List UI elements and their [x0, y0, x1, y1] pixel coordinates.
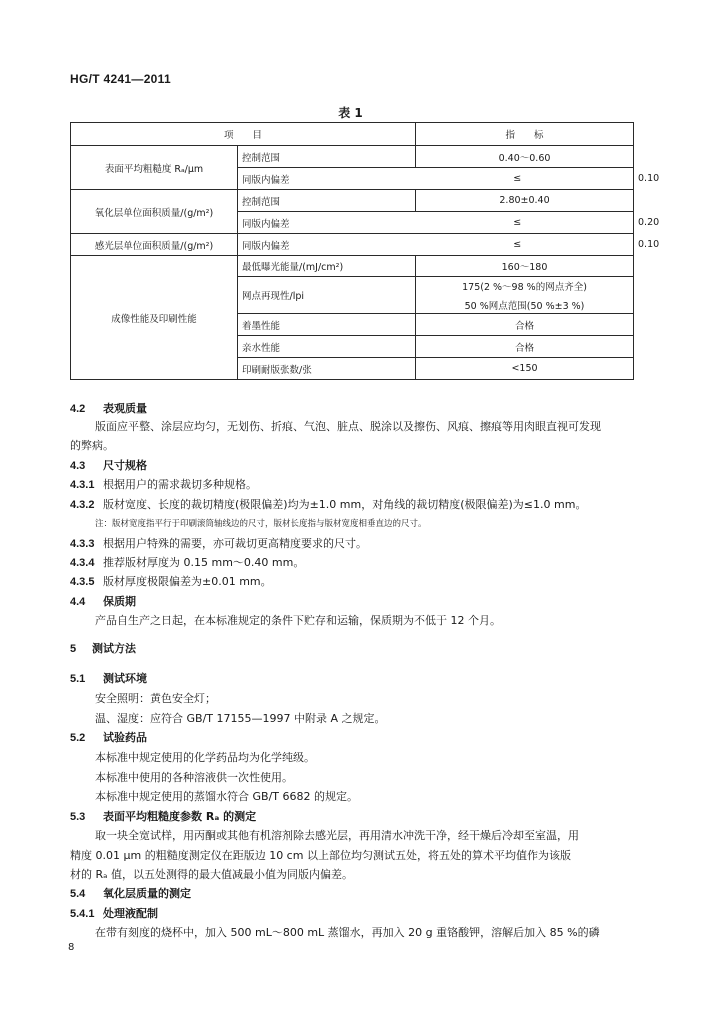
header-item: 项 目	[71, 123, 416, 146]
min-exposure-value: 160～180	[416, 256, 634, 277]
heading-4-2: 4.2 表观质量	[70, 402, 147, 415]
para-4-2-line-2: 的弊病。	[70, 439, 114, 452]
spec-table: 项 目 指 标 表面平均粗糙度 Rₐ/μm 控制范围 0.40～0.60 同版内偏差 ≤ 0.10 氧化层单位面积质量/(g/m²) 控制范围 2.80±0.40 同版内偏差 ≤ 0.20 感光层单位面积质量/(g/m²) 同版内偏差 ≤ 0.10 成像性能及印刷性能 最低曝光能量/(mJ/cm²) 160～180 网点再现性/lpi 175(2 %～98 %的网点齐全) 50 %网点范围(50 %±3 %) 着墨性能 合格 亲水性能 合格 印刷耐版张数/张 <150	[70, 122, 634, 380]
roughness-dev-label: 同版内偏差	[238, 168, 402, 190]
header-index: 指 标	[416, 123, 634, 146]
ink-value: 合格	[416, 314, 634, 336]
ink-label: 着墨性能	[238, 314, 416, 336]
clause-4-3-1: 4.3.1 根据用户的需求裁切多种规格。	[70, 478, 257, 491]
para-4-4: 产品自生产之日起，在本标准规定的条件下贮存和运输，保质期为不低于 12 个月。	[95, 614, 501, 627]
para-5-3-line-3: 材的 Rₐ 值，以五处测得的最大值减最小值为同版内偏差。	[70, 868, 353, 881]
para-5-1-line-1: 安全照明：黄色安全灯；	[95, 692, 216, 705]
para-5-2-line-3: 本标准中规定使用的蒸馏水符合 GB/T 6682 的规定。	[95, 790, 358, 803]
clause-4-3-4: 4.3.4 推荐版材厚度为 0.15 mm～0.40 mm。	[70, 556, 305, 569]
heading-4-3: 4.3 尺寸规格	[70, 459, 147, 472]
standard-code: HG/T 4241—2011	[70, 72, 171, 86]
heading-5-4: 5.4 氧化层质量的测定	[70, 887, 191, 900]
oxide-control-label: 控制范围	[238, 190, 416, 212]
min-exposure-label: 最低曝光能量/(mJ/cm²)	[238, 256, 416, 277]
oxide-dev-symbol: ≤	[402, 212, 634, 234]
oxide-label: 氧化层单位面积质量/(g/m²)	[71, 190, 238, 234]
dot-reproduction-line-1: 175(2 %～98 %的网点齐全)	[462, 281, 587, 293]
para-4-2-line-1: 版面应平整、涂层应均匀，无划伤、折痕、气泡、脏点、脱涂以及擦伤、风痕、擦痕等用肉眼直视可发现	[95, 420, 601, 433]
para-5-2-line-2: 本标准中使用的各种溶液供一次性使用。	[95, 771, 293, 784]
page-number: 8	[68, 942, 75, 953]
para-5-3-line-1: 取一块全宽试样，用丙酮或其他有机溶剂除去感光层，再用清水冲洗干净，经干燥后冷却至室温，用	[95, 829, 579, 842]
para-5-2-line-1: 本标准中规定使用的化学药品均为化学纯级。	[95, 751, 315, 764]
para-5-3-line-2: 精度 0.01 μm 的粗糙度测定仪在距版边 10 cm 以上部位均匀测试五处，将五处的算术平均值作为该版	[70, 849, 571, 862]
clause-4-3-3: 4.3.3 根据用户特殊的需要，亦可裁切更高精度要求的尺寸。	[70, 537, 367, 550]
water-value: 合格	[416, 336, 634, 358]
roughness-control-value: 0.40～0.60	[416, 146, 634, 168]
roughness-label: 表面平均粗糙度 Rₐ/μm	[71, 146, 238, 190]
clause-4-3-5: 4.3.5 版材厚度极限偏差为±0.01 mm。	[70, 575, 272, 588]
heading-5-4-1: 5.4.1 处理液配制	[70, 907, 158, 920]
print-runs-label: 印刷耐版张数/张	[238, 358, 416, 380]
heading-5-3: 5.3 表面平均粗糙度参数 Rₐ 的测定	[70, 810, 257, 823]
roughness-control-label: 控制范围	[238, 146, 416, 168]
oxide-control-value: 2.80±0.40	[416, 190, 634, 212]
dot-reproduction-line-2: 50 %网点范围(50 %±3 %)	[464, 300, 585, 312]
heading-5: 5 测试方法	[70, 642, 136, 655]
dot-reproduction-value	[416, 277, 634, 314]
table-title: 表 1	[338, 106, 363, 120]
photo-dev-symbol: ≤	[402, 234, 634, 256]
dot-reproduction-label: 网点再现性/lpi	[238, 277, 416, 314]
clause-4-3-2: 4.3.2 版材宽度、长度的裁切精度(极限偏差)均为±1.0 mm，对角线的裁切精度(极限偏差)为≤1.0 mm。	[70, 498, 587, 511]
heading-4-4: 4.4 保质期	[70, 595, 136, 608]
oxide-dev-label: 同版内偏差	[238, 212, 402, 234]
imaging-label: 成像性能及印刷性能	[71, 256, 238, 380]
note-4-3-2: 注：版材宽度指平行于印刷滚筒轴线边的尺寸，版材长度指与版材宽度相垂直边的尺寸。	[95, 519, 427, 529]
water-label: 亲水性能	[238, 336, 416, 358]
roughness-dev-symbol: ≤	[402, 168, 634, 190]
para-5-4-1-line-1: 在带有刻度的烧杯中，加入 500 mL～800 mL 蒸馏水，再加入 20 g 重铬酸钾，溶解后加入 85 %的磷	[95, 926, 600, 939]
para-5-1-line-2: 温、湿度：应符合 GB/T 17155—1997 中附录 A 之规定。	[95, 712, 386, 725]
heading-5-1: 5.1 测试环境	[70, 672, 147, 685]
print-runs-value: <150	[416, 358, 634, 380]
photo-label: 感光层单位面积质量/(g/m²)	[71, 234, 238, 256]
heading-5-2: 5.2 试验药品	[70, 731, 147, 744]
photo-dev-label: 同版内偏差	[238, 234, 402, 256]
